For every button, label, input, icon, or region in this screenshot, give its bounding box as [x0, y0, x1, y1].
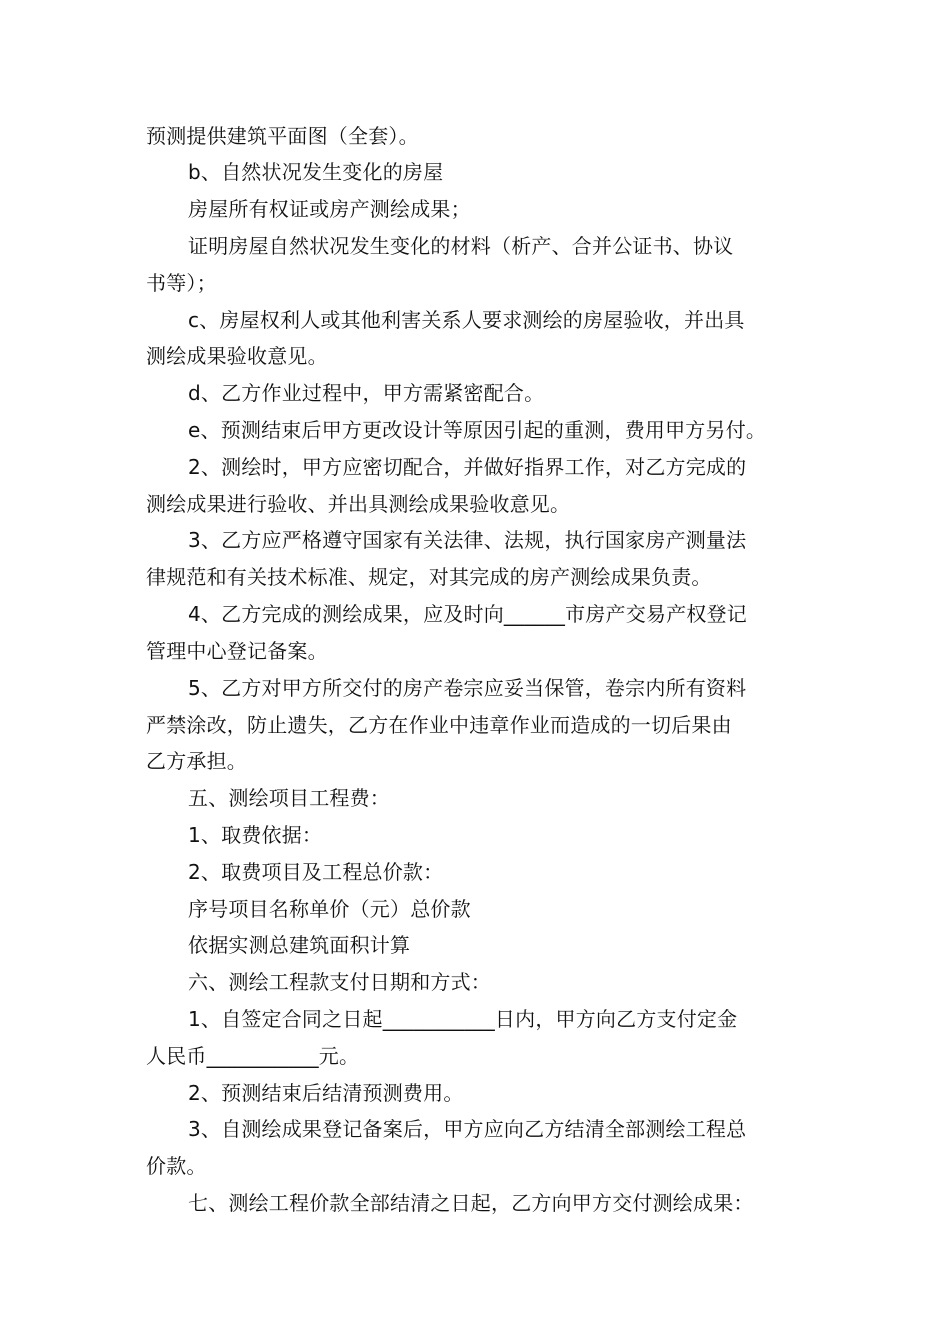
text-line: 严禁涂改，防止遗失，乙方在作业中违章作业而造成的一切后果由	[146, 713, 732, 737]
text-line: 证明房屋自然状况发生变化的材料（析产、合并公证书、协议	[188, 234, 734, 258]
text-line: 1、自签定合同之日起___________日内，甲方向乙方支付定金	[188, 1007, 738, 1031]
text-line: 价款。	[146, 1154, 207, 1178]
text-line: 3、自测绘成果登记备案后，甲方应向乙方结清全部测绘工程总	[188, 1117, 747, 1141]
text-line: 乙方承担。	[146, 749, 247, 773]
text-line: 五、测绘项目工程费：	[188, 786, 390, 810]
text-line: 六、测绘工程款支付日期和方式：	[188, 970, 491, 994]
text-line: 1、取费依据：	[188, 823, 323, 847]
text-line: 人民币___________元。	[146, 1044, 360, 1068]
text-line: c、房屋权利人或其他利害关系人要求测绘的房屋验收，并出具	[188, 308, 745, 332]
text-line: 5、乙方对甲方所交付的房产卷宗应妥当保管，卷宗内所有资料	[188, 676, 747, 700]
text-line: 七、测绘工程价款全部结清之日起，乙方向甲方交付测绘成果：	[188, 1191, 754, 1215]
text-line: 依据实测总建筑面积计算	[188, 933, 411, 957]
text-line: 4、乙方完成的测绘成果，应及时向______市房产交易产权登记	[188, 602, 747, 626]
text-line: d、乙方作业过程中，甲方需紧密配合。	[188, 381, 545, 405]
text-line: 2、测绘时，甲方应密切配合，并做好指界工作，对乙方完成的	[188, 455, 747, 479]
text-line: 管理中心登记备案。	[146, 639, 328, 663]
text-line: 测绘成果进行验收、并出具测绘成果验收意见。	[146, 492, 571, 516]
text-line: b、自然状况发生变化的房屋	[188, 160, 444, 184]
text-line: 3、乙方应严格遵守国家有关法律、法规，执行国家房产测量法	[188, 528, 747, 552]
text-line: 预测提供建筑平面图（全套）。	[146, 124, 419, 148]
text-line: 2、取费项目及工程总价款：	[188, 860, 444, 884]
text-line: 房屋所有权证或房产测绘成果；	[188, 197, 471, 221]
text-line: 书等）；	[146, 271, 217, 295]
text-line: 序号项目名称单价（元）总价款	[188, 897, 471, 921]
text-line: 2、预测结束后结清预测费用。	[188, 1081, 464, 1105]
text-line: 律规范和有关技术标准、规定，对其完成的房产测绘成果负责。	[146, 565, 712, 589]
text-line: 测绘成果验收意见。	[146, 344, 328, 368]
text-line: e、预测结束后甲方更改设计等原因引起的重测，费用甲方另付。	[188, 418, 767, 442]
